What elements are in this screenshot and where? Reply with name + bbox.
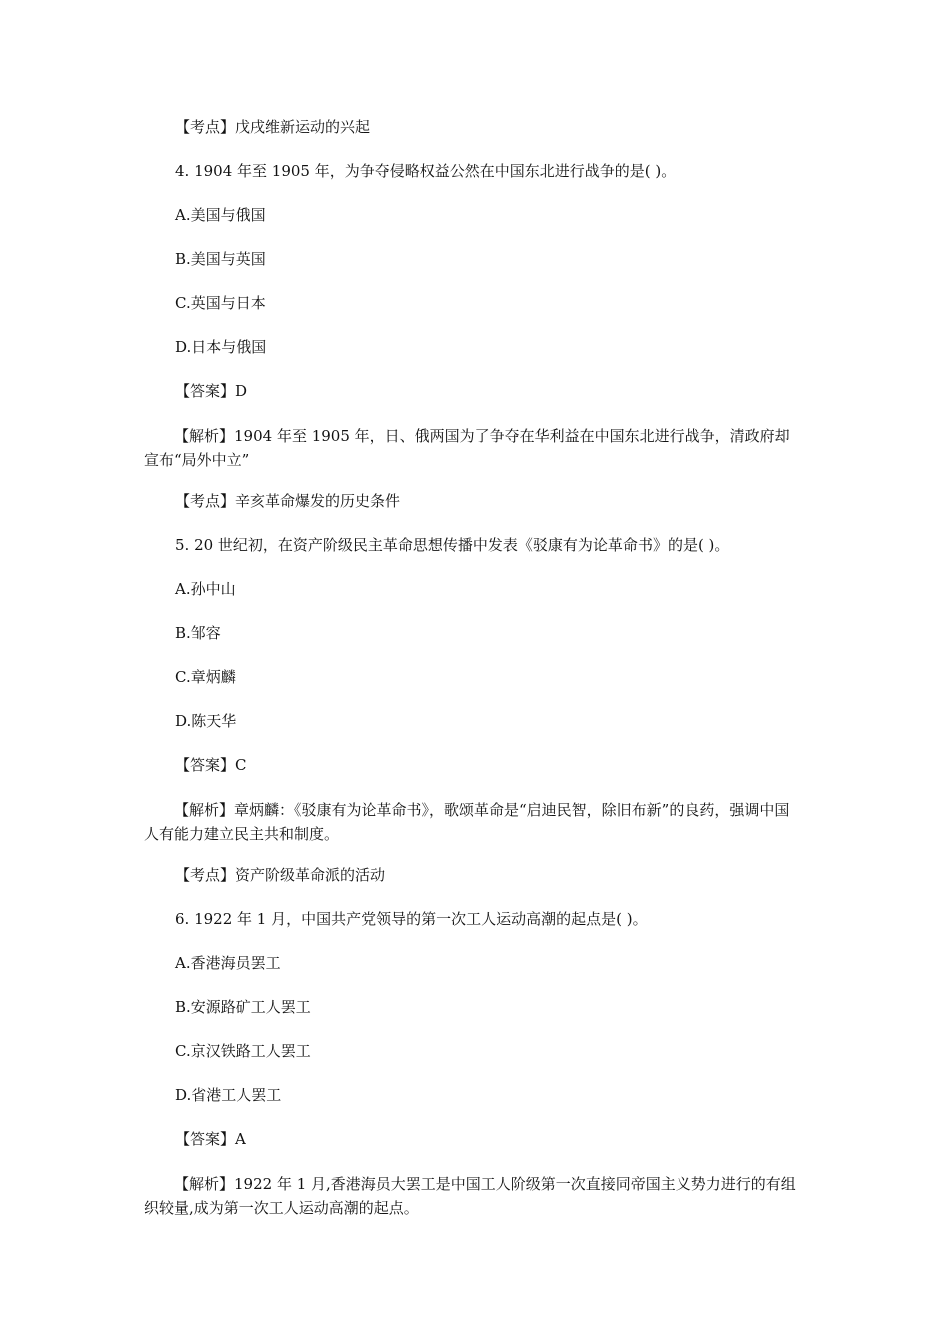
kaodian-label: 【考点】戊戌维新运动的兴起 [175,118,371,136]
q5-option-b: B.邹容 [175,624,221,642]
q6-analysis: 【解析】1922 年 1 月,香港海员大罢工是中国工人阶级第一次直接同帝国主义势力进行的有组织较量,成为第一次工人运动高潮的起点。 [144,1175,796,1217]
q6-option-d: D.省港工人罢工 [175,1086,282,1104]
q5-option-a: A.孙中山 [175,580,236,598]
q4-answer: 【答案】D [175,382,248,400]
q4-analysis: 【解析】1904 年至 1905 年，日、俄两国为了争夺在华利益在中国东北进行战争，清政府却宣布“局外中立” [144,427,790,469]
q4-option-d: D.日本与俄国 [175,338,267,356]
q5-answer: 【答案】C [175,756,247,774]
q5-option-d: D.陈天华 [175,712,237,730]
question-5: 5. 20 世纪初，在资产阶级民主革命思想传播中发表《驳康有为论革命书》的是( )。 [175,536,730,554]
q4-option-b: B.美国与英国 [175,250,266,268]
q6-option-a: A.香港海员罢工 [175,954,281,972]
q6-option-c: C.京汉铁路工人罢工 [175,1042,311,1060]
q5-analysis: 【解析】章炳麟：《驳康有为论革命书》，歌颂革命是“启迪民智，除旧布新”的良药，强调中国人有能力建立民主共和制度。 [144,801,790,843]
q4-kaodian: 【考点】辛亥革命爆发的历史条件 [175,492,401,510]
q6-option-b: B.安源路矿工人罢工 [175,998,311,1016]
q4-option-c: C.英国与日本 [175,294,266,312]
question-4: 4. 1904 年至 1905 年，为争夺侵略权益公然在中国东北进行战争的是( )。 [175,162,677,180]
q4-option-a: A.美国与俄国 [175,206,266,224]
q5-kaodian: 【考点】资产阶级革命派的活动 [175,866,386,884]
q6-answer: 【答案】A [175,1130,246,1148]
question-6: 6. 1922 年 1 月，中国共产党领导的第一次工人运动高潮的起点是( )。 [175,910,648,928]
q5-option-c: C.章炳麟 [175,668,236,686]
